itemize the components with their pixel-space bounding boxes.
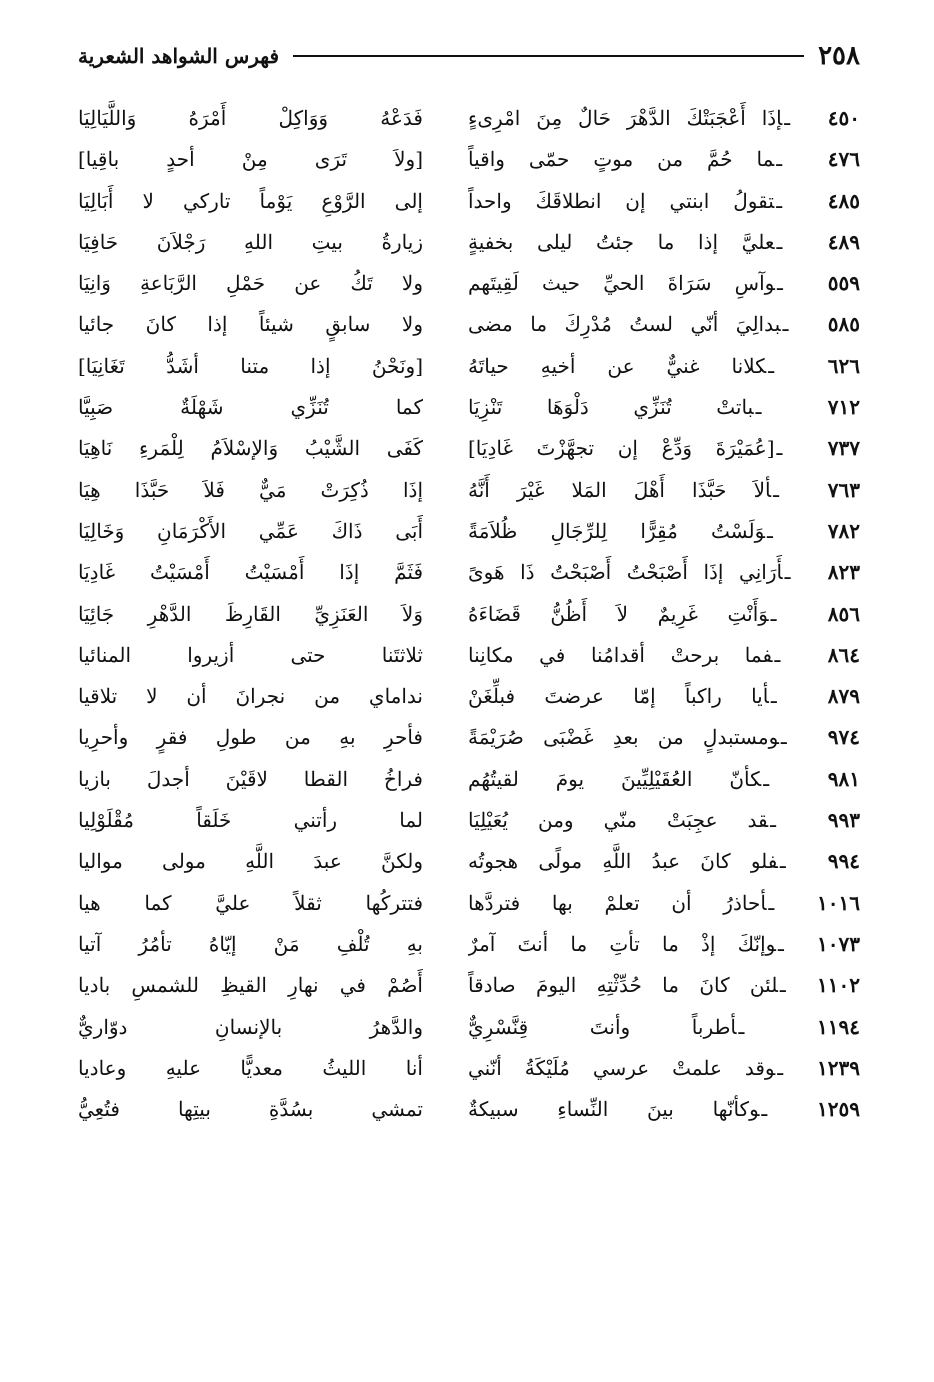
verse-number: ٤٨٩ xyxy=(827,229,860,254)
verse-second-half: فَدَعْهُ وَوَاكِلْ أَمْرَهُ وَاللَّيَالِيَا xyxy=(78,106,423,130)
verse-second-half: لما رأتني خَلَقاً مُقْلَوْلِيا xyxy=(78,808,423,833)
verse-line xyxy=(468,717,860,758)
verse-number: ٥٨٥ xyxy=(827,312,860,337)
verse-dash: ـ xyxy=(777,1055,807,1080)
page-header xyxy=(78,36,860,76)
verse-first-half: فلو كانَ عبدُ اللَّهِ مولًى هجوتُه xyxy=(468,849,778,874)
verse-dash: ـ xyxy=(782,312,806,337)
verse-number: ٩٧٤ xyxy=(827,725,860,750)
verse-line xyxy=(468,594,860,635)
verse-number: ٨٢٣ xyxy=(827,560,860,585)
verse-second-halves-column xyxy=(78,98,423,1130)
verse-line xyxy=(468,139,860,180)
verse-number: ٩٩٣ xyxy=(827,808,860,833)
verse-first-half: تقولُ ابنتي إن انطلاقَكَ واحداً xyxy=(468,188,775,213)
verse-dash: ـ xyxy=(776,229,806,254)
page-title: فهرس الشواهد الشعرية xyxy=(78,44,280,68)
verse-dash: ـ xyxy=(776,271,806,296)
verse-dash: ـ xyxy=(770,601,806,626)
verse-number: ١٠٧٣ xyxy=(817,931,860,956)
verse-first-half: باتتْ تُنَزِّي دَلْوَهَا تَنْزِيَا xyxy=(468,395,754,420)
verse-second-half: أنا الليثُ معديًّا عليهِ وعاديا xyxy=(78,1055,423,1080)
verse-dash: ـ xyxy=(773,477,807,502)
verse-number: ٩٨١ xyxy=(827,766,860,791)
verse-first-half: قد عجِبَتْ منّي ومن يُعَيْلِيَا xyxy=(468,808,769,833)
verse-line xyxy=(468,470,860,511)
verse-number: ٧١٢ xyxy=(827,395,860,420)
verse-first-half: وكأنّها بينَ النِّساءِ سبيكةٌ xyxy=(468,1097,760,1122)
verse-number: ١٢٣٩ xyxy=(817,1055,860,1080)
verse-second-half: [ولاَ تَرَى مِنْ أحدٍ باقِيا] xyxy=(78,147,423,172)
verse-line xyxy=(468,841,860,882)
verse-second-half: [ونَحْنُ إذا متنا أشَدُّ تَغَانِيَا] xyxy=(78,353,423,378)
verse-second-half: ولا تَكُ عن حَمْلِ الرَّبَاعةِ وَانِيَا xyxy=(78,271,423,296)
verse-number: ٧٨٢ xyxy=(827,518,860,543)
verse-line xyxy=(468,304,860,345)
verse-line xyxy=(468,1048,860,1089)
verse-line xyxy=(468,1089,860,1130)
verse-line xyxy=(468,883,860,924)
verse-line xyxy=(468,181,860,222)
verse-first-half: أطرباً وأنتَ قِنَّسْرِيٌّ xyxy=(468,1014,737,1039)
verse-first-half: أحاذرُ أن تعلمْ بها فتردَّها xyxy=(468,890,767,915)
verse-second-half: بهِ تُلْفِ مَنْ إيّاهُ تأمُرُ آتيا xyxy=(78,931,423,956)
verse-dash: ـ xyxy=(776,147,806,172)
verse-first-half: ما حُمَّ من موتٍ حمّى واقياً xyxy=(468,147,775,172)
verse-second-half: فتتركُها ثقلاً عليَّ كما هيا xyxy=(78,890,423,915)
verse-first-half: ألاَ حَبَّذَا أَهْلَ المَلا غَيْرَ أَنَّهُ xyxy=(468,477,772,502)
verse-dash: ـ xyxy=(770,684,806,709)
header-rule xyxy=(293,55,804,57)
verse-line xyxy=(468,635,860,676)
verse-first-half: إذَا أَعْجَبَتْكَ الدَّهْرَ حَالٌ مِنَ امْرِىءٍ xyxy=(468,106,783,130)
verse-second-half: زيارةُ بيتِ اللهِ رَجْلاَنَ حَافِيَا xyxy=(78,229,423,254)
verse-line xyxy=(468,552,860,593)
verse-number: ٨٦٤ xyxy=(827,642,860,667)
verse-number: ٧٣٧ xyxy=(827,436,860,461)
verse-dash: ـ xyxy=(755,395,806,420)
verse-second-half: نداماي من نجرانَ أن لا تلاقيا xyxy=(78,684,423,709)
verse-first-half: وَأَنْتِ غَرِيمٌ لاَ أَظُنُّ قَضَاءَهُ xyxy=(468,601,769,626)
verse-first-half: لئن كانَ ما حُدِّثْتِهِ اليومَ صادقاً xyxy=(468,973,778,998)
verse-index xyxy=(78,98,860,1122)
verse-number: ١١٠٢ xyxy=(817,973,860,998)
verse-first-half: فما برحتْ أقدامُنا في مكانِنا xyxy=(468,642,773,667)
verse-first-half: كأنّ العُقَيْلِيِّينَ يومَ لقيتُهُم xyxy=(468,766,762,791)
verse-second-half: تمشي بسُدَّةِ بيتِها فتُعِيُّ xyxy=(78,1097,423,1122)
verse-second-half: ثلاثتَنا حتى أزيروا المنائيا xyxy=(78,642,423,667)
verse-second-half: إلى الرَّوْعِ يَوْماً تاركي لا أَبَالِيَا xyxy=(78,188,423,213)
verse-dash: ـ xyxy=(768,353,806,378)
verse-first-half: أَرَانِي إذَا أَصْبَحْتُ أَصْبَحْتُ ذَا هَوىً xyxy=(468,560,783,585)
verse-second-half: كما تُنَزِّي شَهْلَةٌ صَبِيَّا xyxy=(78,395,423,420)
verse-first-half: وَلَسْتُ مُقِرًّا لِلرِّجَالِ ظُلاَمَةً xyxy=(468,518,765,543)
verse-first-half: أيا راكباً إمّا عرضتَ فبلِّغَنْ xyxy=(468,684,769,709)
verse-line xyxy=(468,800,860,841)
verse-second-half: فَثَمَّ إذَا أَمْسَيْتُ أَمْسَيْتُ غَادِيَا xyxy=(78,560,423,585)
verse-first-half: [عُمَيْرَةَ وَدِّعْ إن تجهَّزْتَ غَادِيَا] xyxy=(468,436,775,461)
verse-second-half: ولا سابقٍ شيئاً إذا كانَ جائيا xyxy=(78,312,423,337)
verse-number: ١٢٥٩ xyxy=(817,1097,860,1122)
verse-first-half: وقد علمتْ عرسي مُلَيْكَةُ أنّني xyxy=(468,1055,776,1080)
verse-number: ٨٥٦ xyxy=(827,601,860,626)
verse-line xyxy=(468,924,860,965)
verse-line xyxy=(468,428,860,469)
verse-dash: ـ xyxy=(774,642,806,667)
verse-dash: ـ xyxy=(784,560,807,585)
verse-number: ١١٩٤ xyxy=(817,1014,860,1039)
verse-number: ١٠١٦ xyxy=(817,890,860,915)
verse-first-halves-column xyxy=(468,98,860,1130)
verse-dash: ـ xyxy=(761,1097,806,1122)
page-number: ٢٥٨ xyxy=(818,41,860,71)
verse-number: ٤٧٦ xyxy=(827,147,860,172)
verse-line xyxy=(468,511,860,552)
verse-second-half: أَبَى ذَاكَ عَمِّي الأَكْرَمَانِ وَخَالِيَا xyxy=(78,518,423,543)
verse-first-half: ومستبدلٍ من بعدِ غَضْبَى صُرَيْمَةً xyxy=(468,725,779,750)
verse-second-half: إذَا ذُكِرَتْ مَيٌّ فَلاَ حَبَّذَا هِيَا xyxy=(78,477,423,502)
verse-dash: ـ xyxy=(784,106,806,130)
verse-first-half: كلانا غنيٌّ عن أخيهِ حياتَهُ xyxy=(468,353,767,378)
verse-second-half: فراخُ القطا لاقَيْنَ أجدلَ بازيا xyxy=(78,766,423,791)
verse-dash: ـ xyxy=(776,436,807,461)
verse-dash: ـ xyxy=(780,725,806,750)
verse-line xyxy=(468,1007,860,1048)
verse-second-half: أَصُمْ في نهارِ القيظِ للشمسِ باديا xyxy=(78,973,423,998)
verse-dash: ـ xyxy=(777,931,806,956)
verse-dash: ـ xyxy=(776,188,806,213)
verse-dash: ـ xyxy=(766,518,806,543)
verse-line xyxy=(468,346,860,387)
verse-number: ٤٥٠ xyxy=(827,106,860,130)
verse-line xyxy=(468,676,860,717)
verse-second-half: والدَّهرُ بالإنسانِ دوّاريٌّ xyxy=(78,1014,423,1039)
verse-second-half: ولكنَّ عبدَ اللَّهِ مولى مواليا xyxy=(78,849,423,874)
verse-first-half: وآسِ سَرَاةَ الحيِّ حيث لَقِيتَهم xyxy=(468,271,775,296)
verse-dash: ـ xyxy=(738,1014,807,1039)
verse-number: ٩٩٤ xyxy=(827,849,860,874)
verse-dash: ـ xyxy=(779,973,807,998)
verse-number: ٧٦٣ xyxy=(827,477,860,502)
verse-second-half: كَفَى الشَّيْبُ وَالإسْلاَمُ لِلْمَرءِ نَاهِيَا xyxy=(78,436,423,461)
verse-dash: ـ xyxy=(770,808,806,833)
verse-line xyxy=(468,965,860,1006)
verse-second-half: فأحرِ بهِ من طولِ فقرٍ وأحرِيا xyxy=(78,725,423,750)
verse-line xyxy=(468,387,860,428)
verse-line xyxy=(468,263,860,304)
verse-dash: ـ xyxy=(779,849,807,874)
verse-dash: ـ xyxy=(763,766,807,791)
verse-line xyxy=(468,759,860,800)
verse-line xyxy=(468,98,860,139)
verse-dash: ـ xyxy=(768,890,806,915)
verse-number: ٨٧٩ xyxy=(827,684,860,709)
verse-number: ٤٨٥ xyxy=(827,188,860,213)
verse-first-half: وإنّكَ إذْ ما تأتِ ما أنتَ آمرٌ xyxy=(468,931,776,956)
verse-second-half: وَلاَ العَنَزِيِّ القَارِظَ الدَّهْرِ جَائِيَا xyxy=(78,601,423,626)
verse-first-half: بدالِيَ أنّي لستُ مُدْرِكَ ما مضى xyxy=(468,312,781,337)
verse-first-half: عليَّ إذا ما جئتُ ليلى بخفيةٍ xyxy=(468,229,775,254)
verse-number: ٥٥٩ xyxy=(827,271,860,296)
verse-number: ٦٢٦ xyxy=(827,353,860,378)
verse-line xyxy=(468,222,860,263)
